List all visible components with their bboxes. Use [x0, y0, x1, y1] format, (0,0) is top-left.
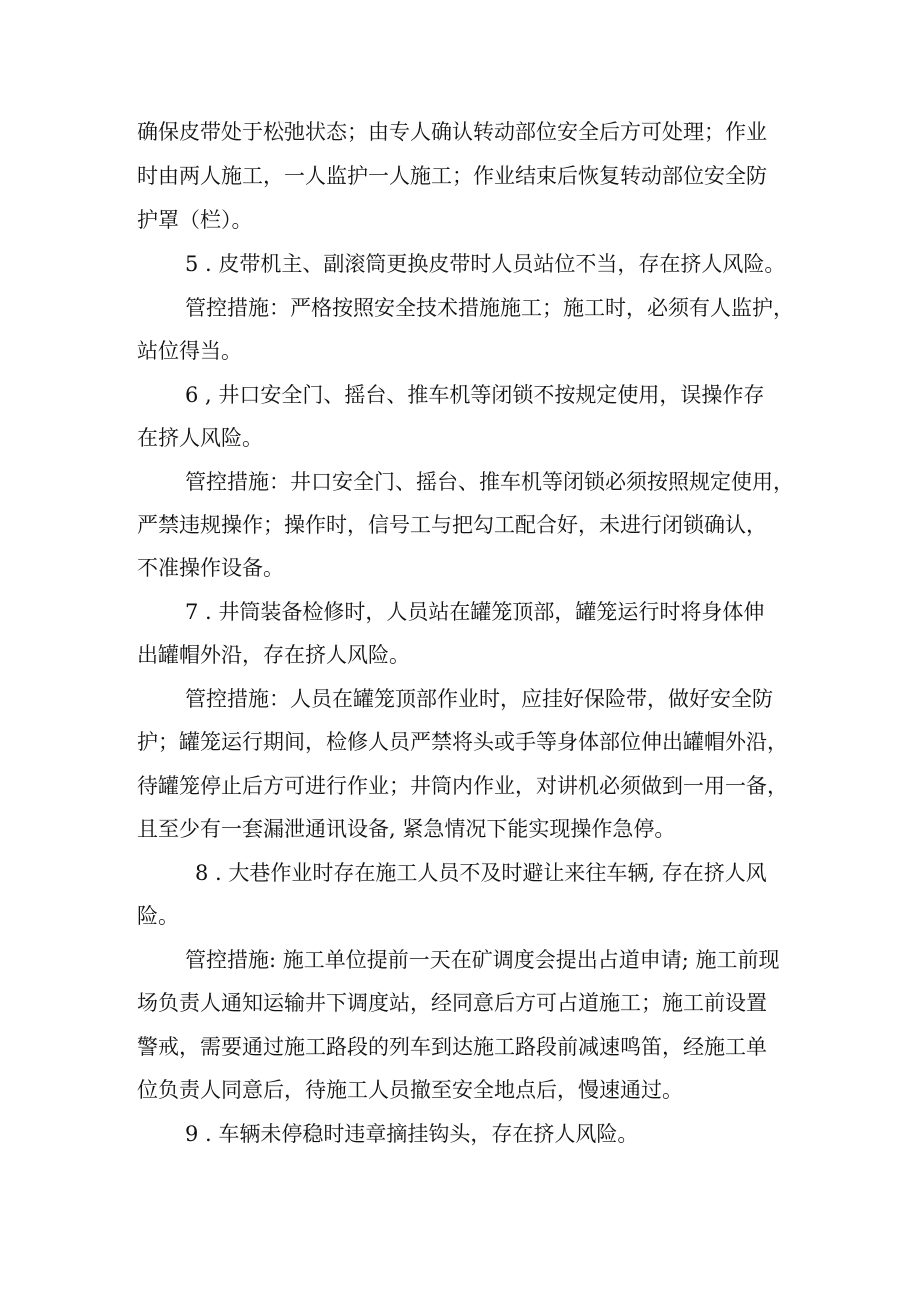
text-line: 险。	[137, 904, 179, 928]
text-line: 确保皮带处于松弛状态；由专人确认转动部位安全后方可处理；作业	[137, 120, 767, 144]
item-heading-5: 5 . 皮带机主、副滚筒更换皮带时人员站位不当，存在挤人风险。	[185, 252, 786, 276]
text-line: 护；罐笼运行期间，检修人员严禁将头或手等身体部位伸出罐帽外沿，	[137, 730, 788, 754]
text-line: 管控措施: 施工单位提前一天在矿调度会提出占道申请; 施工前现	[185, 948, 780, 972]
text-line: 站位得当。	[137, 339, 242, 363]
text-line: 场负责人通知运输井下调度站，经同意后方可占道施工；施工前设置	[137, 991, 767, 1015]
item-heading-8: 8 . 大巷作业时存在施工人员不及时避让来往车辆, 存在挤人风	[195, 861, 767, 885]
text-line: 不准操作设备。	[137, 556, 284, 580]
item-heading-9: 9 . 车辆未停稳时违章摘挂钩头，存在挤人风险。	[185, 1122, 639, 1146]
text-line: 待罐笼停止后方可进行作业；井筒内作业，对讲机必须做到一用一备，	[137, 774, 788, 798]
text-line: 时由两人施工，一人监护一人施工；作业结束后恢复转动部位安全防	[137, 164, 767, 188]
text-line: 护罩（栏）。	[137, 208, 253, 232]
text-line: 管控措施：井口安全门、摇台、推车机等闭锁必须按照规定使用，	[185, 470, 794, 494]
text-line: 警戒，需要通过施工路段的列车到达施工路段前减速鸣笛，经施工单	[137, 1035, 767, 1059]
text-line: 管控措施：人员在罐笼顶部作业时，应挂好保险带，做好安全防	[185, 687, 773, 711]
text-line: 严禁违规操作；操作时，信号工与把勾工配合好，未进行闭锁确认，	[137, 513, 767, 537]
text-line: 在挤人风险。	[137, 426, 263, 450]
item-heading-7: 7 . 井筒装备检修时，人员站在罐笼顶部，罐笼运行时将身体伸	[185, 600, 765, 624]
text-line: 管控措施：严格按照安全技术措施施工；施工时，必须有人监护，	[185, 296, 794, 320]
text-line: 出罐帽外沿，存在挤人风险。	[137, 643, 410, 667]
item-heading-6: 6 , 井口安全门、摇台、推车机等闭锁不按规定使用，误操作存	[185, 383, 765, 407]
text-line: 位负责人同意后，待施工人员撤至安全地点后，慢速通过。	[137, 1078, 683, 1102]
text-line: 且至少有一套漏泄通讯设备, 紧急情况下能实现操作急停。	[137, 817, 676, 841]
